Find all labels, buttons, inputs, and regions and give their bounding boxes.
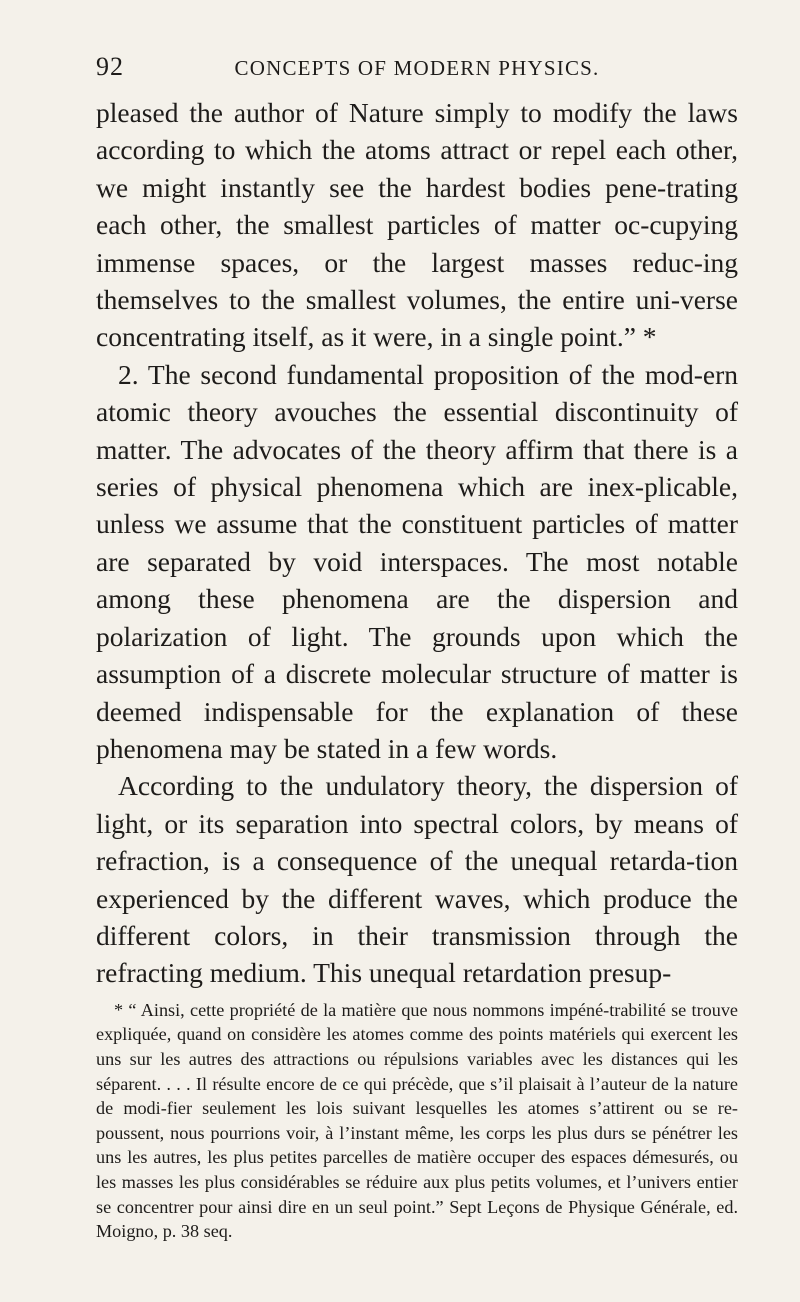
page-number: 92: [96, 52, 124, 81]
paragraph-undulatory-theory: According to the undulatory theory, the dispersion of light, or its separation into spectral colors, by means of refraction, is a consequence of the unequal retarda-tion experienced by the different waves, which produce the different colors, in their transmission through the refracting medium. This unequal retardation presup-: [96, 770, 738, 989]
running-title: CONCEPTS OF MODERN PHYSICS.: [234, 56, 600, 80]
paragraph-second-proposition: 2. The second fundamental proposition of the mod-ern atomic theory avouches the essential discontinuity of matter. The advocates of the theory affirm that there is a series of physical phenomena which are inex-plicable, unless we assume that the constituent particles of matter are separated by void interspaces. The most notable among these phenomena are the dispersion and polarization of light. The grounds upon which the assumption of a discrete molecular structure of matter is deemed indispensable for the explanation of these phenomena may be stated in a few words.: [96, 358, 738, 764]
footnote-text: * “ Ainsi, cette propriété de la matière que nous nommons impéné-trabilité se trouve expliquée, quand on considère les atomes comme des points matériels qui exercent les uns sur les autres des attractions ou répulsions variables avec les distances qui les séparent. . . . Il résulte encore de ce qui précède, que s’il plaisait à l’auteur de la nature de modi-fier seulement les lois suivant lesquelles les atomes s’attirent ou se re-poussent, nous pourrions voir, à l’instant même, les corps les plus durs se pénétrer les uns les autres, les plus petites parcelles de matière occuper des espaces démesurés, ou les masses les plus considérables se réduire aux plus petits volumes, et l’univers entier se concentrer pour ainsi dire en un seul point.” Sept Leçons de Physique Générale, ed. Moigno, p. 38 seq.: [96, 999, 738, 1242]
running-header: [96, 52, 738, 86]
footnote: [96, 998, 738, 1244]
paragraph-continued: pleased the author of Nature simply to modify the laws according to which the atoms attract or repel each other, we might instantly see the hardest bodies pene-trating each other, the smallest particles of matter oc-cupying immense spaces, or the largest masses reduc-ing themselves to the smallest volumes, the entire uni-verse concentrating itself, as it were, in a single point.” *: [96, 97, 738, 353]
body-text: [96, 94, 738, 992]
book-page: [96, 52, 738, 1244]
